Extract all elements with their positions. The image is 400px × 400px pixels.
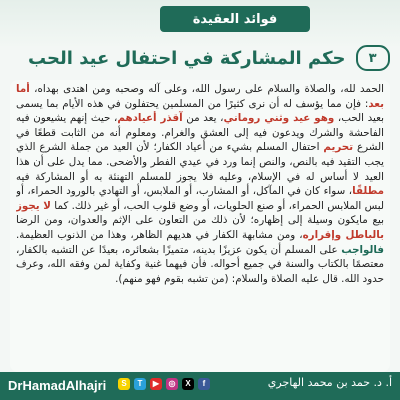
highlighted-phrase: آقذر أعيادهم xyxy=(117,112,183,125)
body-text-segment: : فإن مما يؤسف له أن نرى كثيرًا من المسلمين يحتفلون في هذه الأيام بما يسمى بعيد الحب، xyxy=(16,97,384,125)
author-signature: أ. د. حمد بن محمد الهاجري xyxy=(267,376,392,389)
number-badge: ٣ xyxy=(356,45,390,71)
highlighted-phrase: بالباطل وإقراره xyxy=(302,228,384,241)
title-row xyxy=(28,44,377,72)
body-text-segment: ، يعد من xyxy=(182,112,224,125)
body-text-segment: الحمد لله، والصلاة والسلام على رسول الله، وعلى آله وصحبه ومن اهتدى بهداه، xyxy=(29,83,384,95)
article-body xyxy=(16,82,384,370)
highlighted-phrase: لا يجوز xyxy=(16,199,51,212)
body-text-segment: ، ومن مشابهة الكفار في هديهم الظاهر، وهذا من الذنوب العظيمة. xyxy=(16,228,303,241)
facebook-icon[interactable]: f xyxy=(198,378,210,390)
footer-bar xyxy=(0,372,400,400)
x-icon[interactable]: X xyxy=(182,378,194,390)
social-handle[interactable]: DrHamadAlhajri xyxy=(8,378,107,393)
body-text-segment: على المسلم أن يكون عزيزًا بدينه، متميزًا بشعائره، بعيدًا عن التشبه بالكفار، معتصمًا بالكتاب والسنة في جميع أحواله. فأن فيهما غنية وكفاية لمن وفقه الله، وعرف حدود الله. قال عليه الصلاة والسلام: (من تشبه بقوم فهو منهم). xyxy=(16,243,384,285)
category-label: فوائد العقيدة xyxy=(192,11,278,27)
body-text-segment: بيع مايكون وسيلة إلى إظهاره؛ لأن ذلك من التعاون على الإثم والعدوان، ومن الرضا xyxy=(16,214,384,227)
highlighted-phrase: تحريم xyxy=(323,141,354,154)
snapchat-icon[interactable]: S xyxy=(118,378,130,390)
body-text-segment: ، حيث إنهم يشيعون فيه الفاحشة والشرك ويدعون فيه إلى العشق والغرام. ومعلوم أنه من الثابت قطعًا في الشرع xyxy=(16,112,384,154)
highlighted-phrase: مطلقًا xyxy=(352,185,384,198)
youtube-icon[interactable]: ▶ xyxy=(150,378,162,390)
highlighted-phrase: أما بعد xyxy=(16,83,384,110)
instagram-icon[interactable]: ◎ xyxy=(166,378,178,390)
highlighted-phrase: وهو عيد وثني روماني xyxy=(223,112,335,125)
category-badge xyxy=(160,6,310,32)
page-title: حكم المشاركة في احتفال عيد الحب xyxy=(28,47,346,69)
body-text-segment: ، سواء كان في المآكل، أو المشارب، أو الملابس، أو التهادي بالورود الحمراء، أو لبس الملابس الحمراء، أو صنع الحلويات، أو وضع قلوب الحب، أو غير ذلك. كما xyxy=(16,185,384,212)
telegram-icon[interactable]: T xyxy=(134,378,146,390)
social-icons xyxy=(118,378,210,390)
highlighted-phrase: فالواجب xyxy=(341,243,384,256)
body-text-segment: احتفال المسلم بشيء من أعياد الكفار؛ لأن العيد من جملة الشرع الذي يجب التقيد فيه بالنص، والنص إنما ورد في عيدي الفطر والأضحى. مما يدل على أن هذا العيد لا أساس له في الإسلام، وعليه فلا يجوز للمسلم التهنئة به أو المشاركة فيه xyxy=(16,141,384,183)
